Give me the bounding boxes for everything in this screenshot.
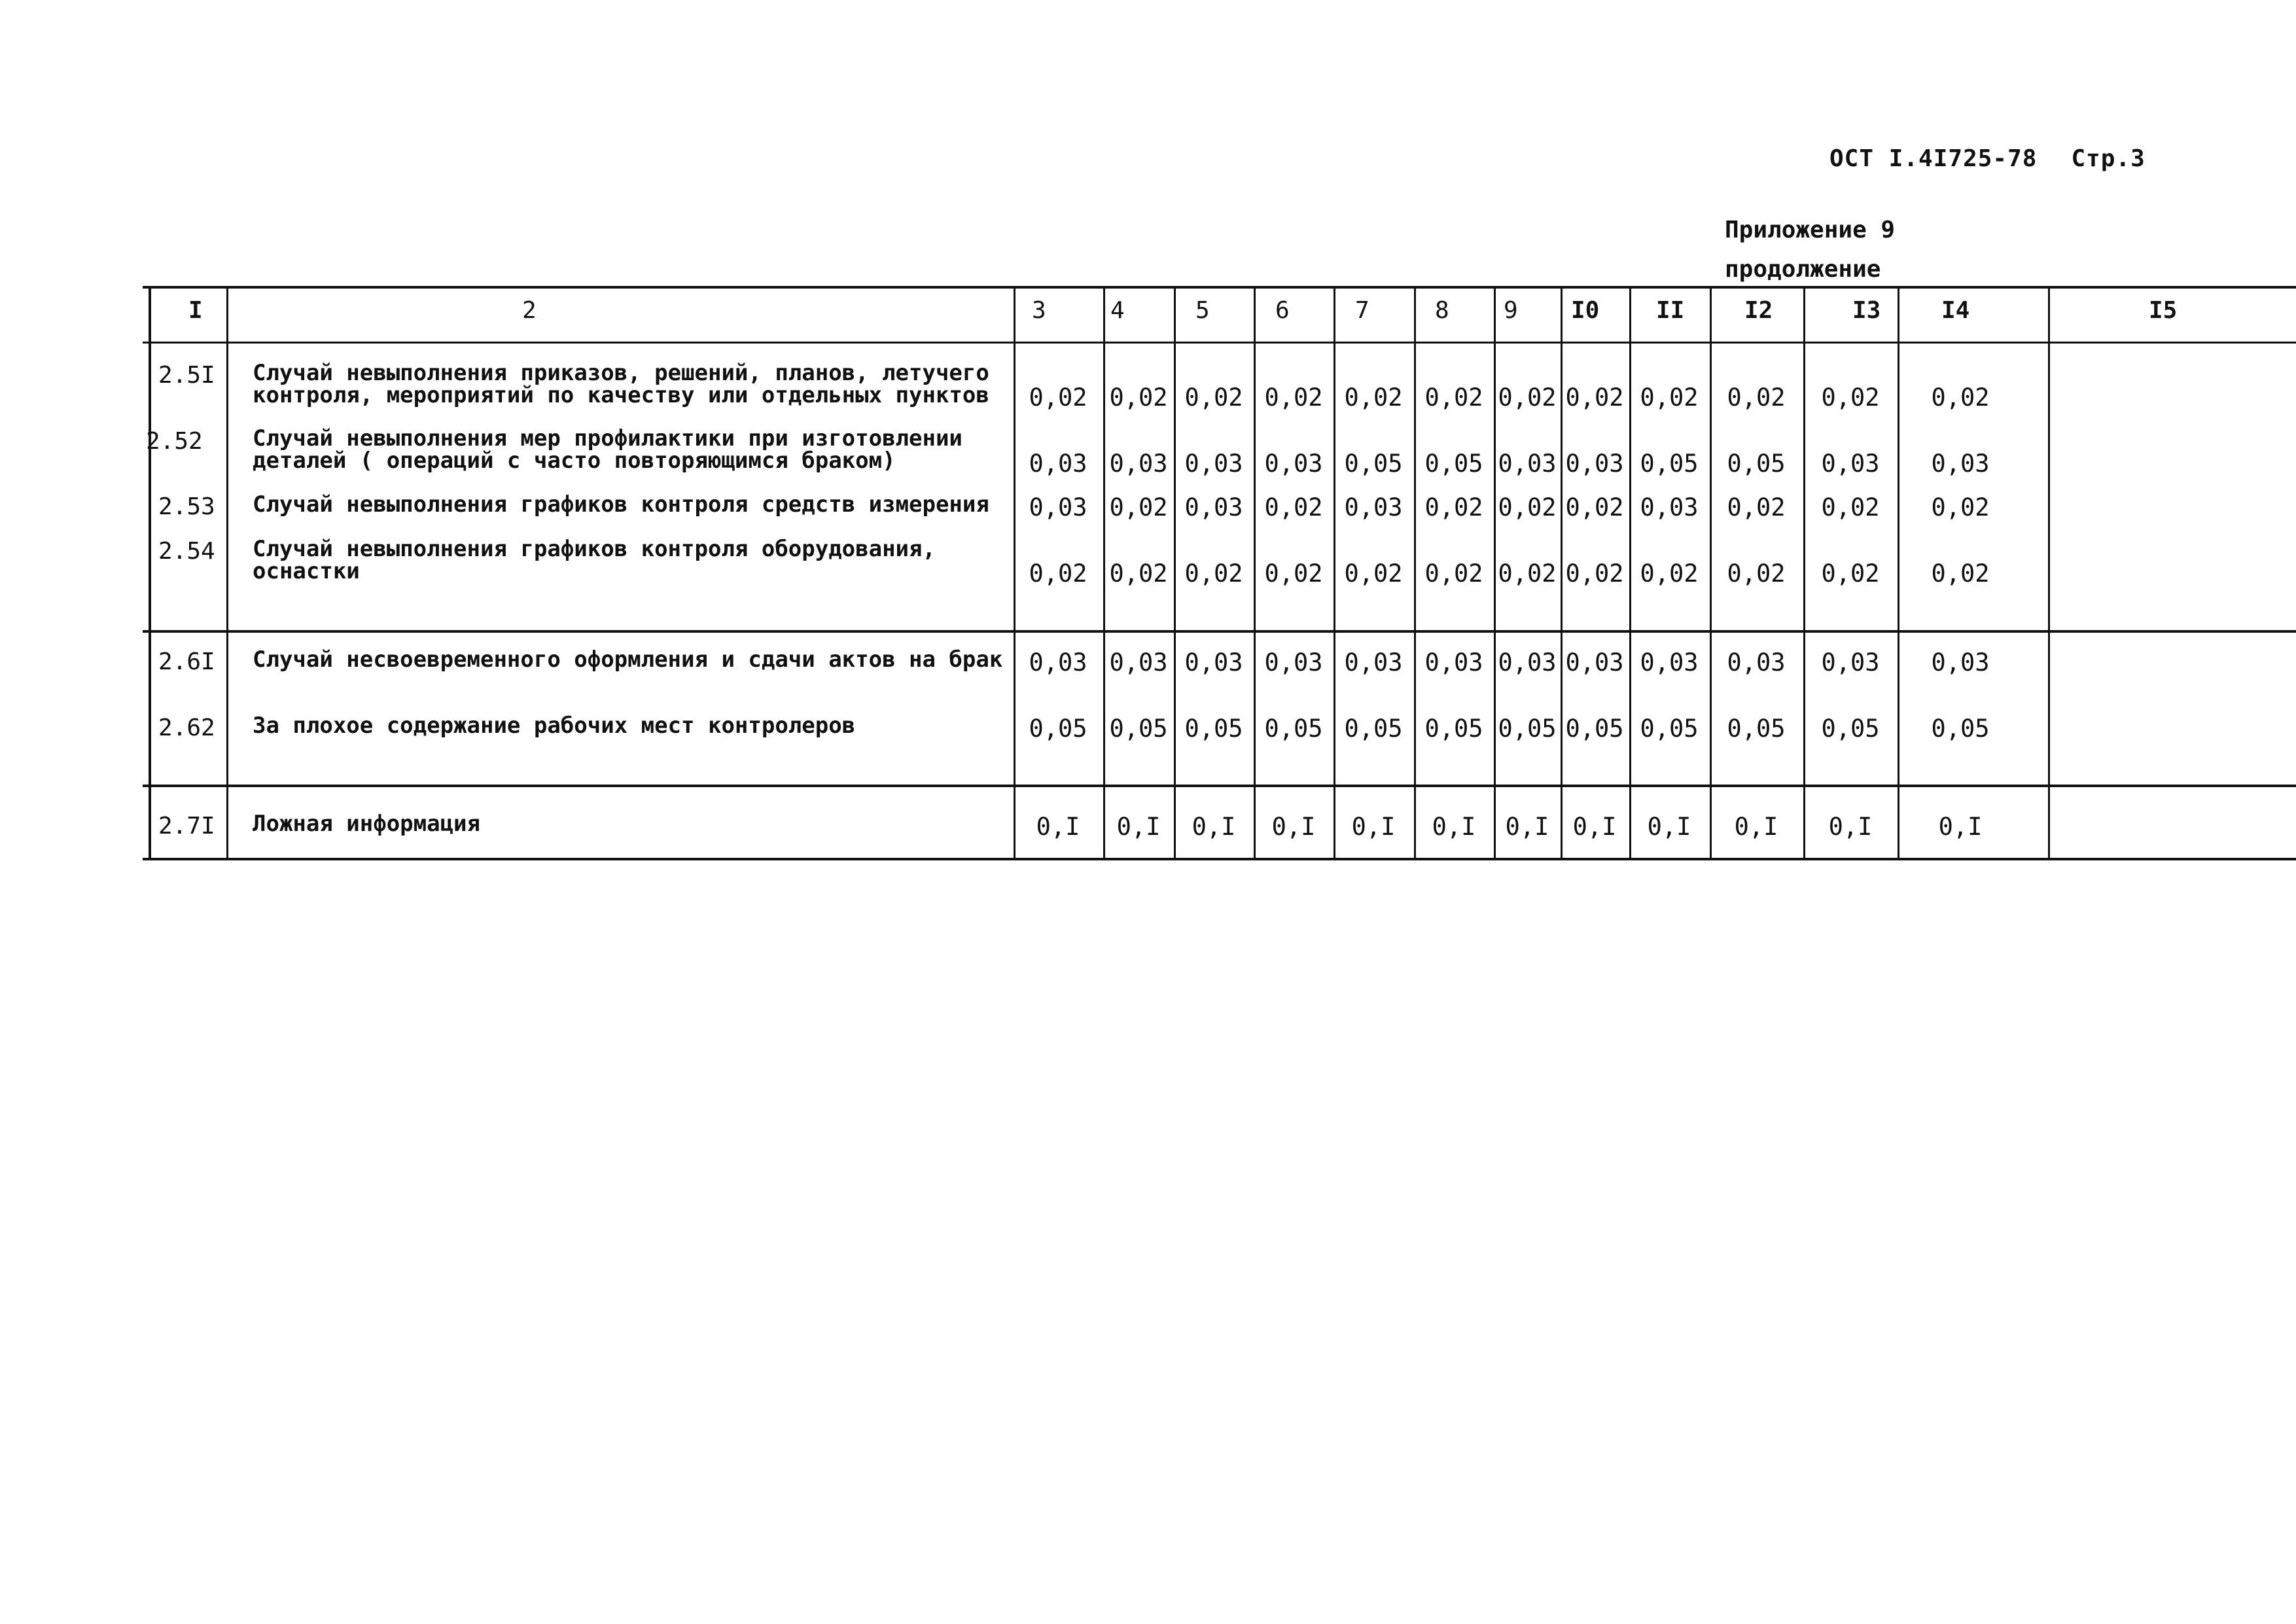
column-header: 8 bbox=[1435, 297, 1449, 324]
row-divider-line bbox=[143, 342, 2296, 344]
coefficient-value: 0,02 bbox=[1640, 383, 1699, 412]
column-header: II bbox=[1656, 297, 1685, 324]
coefficient-value: 0,I bbox=[1432, 813, 1476, 841]
column-header: I4 bbox=[1941, 297, 1970, 324]
coefficient-value: 0,02 bbox=[1109, 559, 1168, 588]
appendix-caption bbox=[1725, 211, 1895, 289]
coefficient-value: 0,03 bbox=[1640, 493, 1699, 521]
coefficient-value: 0,05 bbox=[1640, 715, 1699, 743]
row-divider-line bbox=[143, 630, 2296, 633]
coefficient-value: 0,I bbox=[1036, 813, 1080, 841]
coefficient-value: 0,02 bbox=[1727, 559, 1786, 588]
coefficient-value: 0,03 bbox=[1029, 450, 1087, 478]
coefficient-value: 0,02 bbox=[1931, 493, 1990, 521]
coefficient-value: 0,I bbox=[1271, 813, 1316, 841]
coefficient-value: 0,03 bbox=[1264, 450, 1323, 478]
row-description: Ложная информация bbox=[253, 811, 480, 837]
row-divider-line bbox=[143, 858, 2296, 860]
column-header: I0 bbox=[1571, 297, 1600, 324]
coefficient-value: 0,02 bbox=[1264, 383, 1323, 412]
coefficient-value: 0,05 bbox=[1184, 715, 1243, 743]
coefficient-value: 0,02 bbox=[1821, 493, 1880, 521]
coefficient-value: 0,02 bbox=[1565, 383, 1624, 412]
column-header: 4 bbox=[1110, 297, 1125, 324]
column-header: 7 bbox=[1355, 297, 1369, 324]
column-divider-line bbox=[1014, 286, 1016, 860]
coefficient-value: 0,02 bbox=[1565, 559, 1624, 588]
row-number: 2.5I bbox=[158, 362, 215, 389]
coefficient-value: 0,02 bbox=[1498, 559, 1557, 588]
row-description: Случай несвоевременного оформления и сдачи актов на брак bbox=[253, 646, 1003, 673]
coefficient-value: 0,03 bbox=[1184, 450, 1243, 478]
row-number: 2.54 bbox=[158, 538, 215, 565]
coefficient-value: 0,I bbox=[1938, 813, 1983, 841]
coefficient-value: 0,03 bbox=[1029, 493, 1087, 521]
row-number: 2.62 bbox=[158, 715, 215, 741]
coefficient-value: 0,02 bbox=[1029, 383, 1087, 412]
column-divider-line bbox=[1710, 286, 1712, 860]
column-divider-line bbox=[2048, 286, 2050, 860]
coefficient-value: 0,05 bbox=[1109, 715, 1168, 743]
column-header: 2 bbox=[522, 297, 537, 324]
column-header: 3 bbox=[1032, 297, 1046, 324]
row-description: Случай невыполнения графиков контроля оборудования, bbox=[253, 536, 936, 562]
row-number: 2.53 bbox=[158, 493, 215, 520]
coefficient-value: 0,05 bbox=[1344, 715, 1403, 743]
coefficient-value: 0,03 bbox=[1565, 648, 1624, 677]
coefficient-value: 0,03 bbox=[1424, 648, 1483, 677]
coefficient-value: 0,02 bbox=[1424, 559, 1483, 588]
coefficient-value: 0,05 bbox=[1565, 715, 1624, 743]
coefficient-value: 0,02 bbox=[1109, 383, 1168, 412]
coefficient-value: 0,03 bbox=[1344, 493, 1403, 521]
page-number: Стр.3 bbox=[2071, 145, 2146, 172]
coefficients-table bbox=[143, 283, 2296, 860]
coefficient-value: 0,02 bbox=[1931, 559, 1990, 588]
coefficient-value: 0,03 bbox=[1821, 450, 1880, 478]
column-header: 9 bbox=[1504, 297, 1518, 324]
coefficient-value: 0,05 bbox=[1424, 450, 1483, 478]
row-number: 2.6I bbox=[158, 648, 215, 675]
row-description: контроля, мероприятий по качеству или отдельных пунктов bbox=[253, 382, 989, 408]
coefficient-value: 0,02 bbox=[1498, 383, 1557, 412]
document-code bbox=[1829, 145, 2146, 172]
row-description: деталей ( операций с часто повторяющимся браком) bbox=[253, 448, 896, 474]
row-number: 2.7I bbox=[158, 813, 215, 839]
coefficient-value: 0,02 bbox=[1565, 493, 1624, 521]
row-description: За плохое содержание рабочих мест контролеров bbox=[253, 713, 856, 739]
coefficient-value: 0,I bbox=[1505, 813, 1549, 841]
column-header: I5 bbox=[2149, 297, 2178, 324]
coefficient-value: 0,02 bbox=[1424, 383, 1483, 412]
coefficient-value: 0,02 bbox=[1498, 493, 1557, 521]
column-header: I3 bbox=[1852, 297, 1881, 324]
coefficient-value: 0,03 bbox=[1931, 450, 1990, 478]
row-number: 2.52 bbox=[146, 428, 203, 455]
coefficient-value: 0,05 bbox=[1640, 450, 1699, 478]
coefficient-value: 0,05 bbox=[1344, 450, 1403, 478]
coefficient-value: 0,02 bbox=[1344, 383, 1403, 412]
coefficient-value: 0,03 bbox=[1109, 648, 1168, 677]
column-divider-line bbox=[149, 286, 151, 860]
coefficient-value: 0,I bbox=[1572, 813, 1617, 841]
coefficient-value: 0,02 bbox=[1821, 559, 1880, 588]
column-header: 5 bbox=[1195, 297, 1210, 324]
row-divider-line bbox=[143, 286, 2296, 289]
coefficient-value: 0,05 bbox=[1821, 715, 1880, 743]
coefficient-value: 0,I bbox=[1647, 813, 1691, 841]
coefficient-value: 0,02 bbox=[1727, 383, 1786, 412]
coefficient-value: 0,05 bbox=[1727, 715, 1786, 743]
row-description: Случай невыполнения мер профилактики при изготовлении bbox=[253, 425, 963, 451]
row-description: Случай невыполнения графиков контроля средств измерения bbox=[253, 491, 989, 518]
coefficient-value: 0,03 bbox=[1184, 648, 1243, 677]
coefficient-value: 0,05 bbox=[1424, 715, 1483, 743]
column-header: I2 bbox=[1744, 297, 1773, 324]
coefficient-value: 0,03 bbox=[1109, 450, 1168, 478]
standard-number: ОСТ I.4I725-78 bbox=[1829, 145, 2038, 172]
coefficient-value: 0,02 bbox=[1029, 559, 1087, 588]
column-divider-line bbox=[1803, 286, 1805, 860]
coefficient-value: 0,02 bbox=[1264, 493, 1323, 521]
coefficient-value: 0,03 bbox=[1029, 648, 1087, 677]
coefficient-value: 0,I bbox=[1351, 813, 1396, 841]
coefficient-value: 0,05 bbox=[1727, 450, 1786, 478]
coefficient-value: 0,03 bbox=[1931, 648, 1990, 677]
row-description: Случай невыполнения приказов, решений, планов, летучего bbox=[253, 360, 989, 386]
coefficient-value: 0,02 bbox=[1640, 559, 1699, 588]
coefficient-value: 0,02 bbox=[1344, 559, 1403, 588]
appendix-title: Приложение 9 bbox=[1725, 217, 1896, 243]
coefficient-value: 0,05 bbox=[1931, 715, 1990, 743]
coefficient-value: 0,02 bbox=[1264, 559, 1323, 588]
coefficient-value: 0,I bbox=[1116, 813, 1161, 841]
column-divider-line bbox=[226, 286, 228, 860]
coefficient-value: 0,05 bbox=[1029, 715, 1087, 743]
coefficient-value: 0,03 bbox=[1498, 648, 1557, 677]
coefficient-value: 0,02 bbox=[1184, 383, 1243, 412]
coefficient-value: 0,03 bbox=[1264, 648, 1323, 677]
column-divider-line bbox=[1898, 286, 1899, 860]
coefficient-value: 0,03 bbox=[1344, 648, 1403, 677]
coefficient-value: 0,05 bbox=[1264, 715, 1323, 743]
coefficient-value: 0,03 bbox=[1498, 450, 1557, 478]
coefficient-value: 0,02 bbox=[1727, 493, 1786, 521]
coefficient-value: 0,02 bbox=[1109, 493, 1168, 521]
coefficient-value: 0,I bbox=[1734, 813, 1778, 841]
coefficient-value: 0,02 bbox=[1931, 383, 1990, 412]
continuation-note: продолжение bbox=[1725, 256, 1881, 283]
coefficient-value: 0,03 bbox=[1565, 450, 1624, 478]
coefficient-value: 0,I bbox=[1828, 813, 1873, 841]
coefficient-value: 0,05 bbox=[1498, 715, 1557, 743]
column-header: I bbox=[188, 297, 203, 324]
coefficient-value: 0,I bbox=[1192, 813, 1236, 841]
coefficient-value: 0,03 bbox=[1821, 648, 1880, 677]
coefficient-value: 0,02 bbox=[1184, 559, 1243, 588]
column-header: 6 bbox=[1275, 297, 1290, 324]
coefficient-value: 0,02 bbox=[1821, 383, 1880, 412]
row-divider-line bbox=[143, 785, 2296, 787]
coefficient-value: 0,03 bbox=[1640, 648, 1699, 677]
coefficient-value: 0,03 bbox=[1727, 648, 1786, 677]
coefficient-value: 0,02 bbox=[1424, 493, 1483, 521]
row-description: оснастки bbox=[253, 558, 360, 584]
coefficient-value: 0,03 bbox=[1184, 493, 1243, 521]
